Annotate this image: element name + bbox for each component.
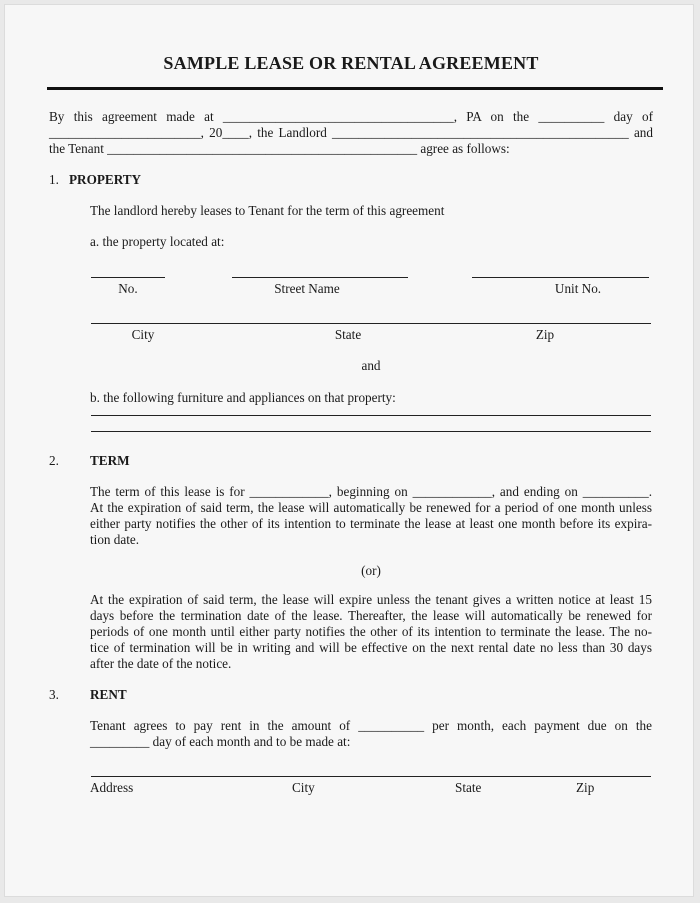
section-2-number: 2.	[49, 453, 59, 468]
intro-line-2: _______________________, 20____, the Landlord _____________________________________________ and	[49, 125, 653, 140]
rent-line-2: _________ day of each month and to be made at:	[90, 734, 351, 749]
intro-line-3: the Tenant _______________________________________________ agree as follows:	[49, 141, 510, 156]
term-paragraph-1-line-4: tion date.	[90, 532, 140, 547]
and-text: and	[361, 358, 381, 373]
term-paragraph-2-line-2: days before the termination date of the lease. Thereafter, the lease will automatically be renewed for	[90, 608, 652, 623]
rent-line-1: Tenant agrees to pay rent in the amount of __________ per month, each payment due on the	[90, 718, 652, 733]
term-paragraph-2-line-3: periods of one month until either party notifies the other of its intention to terminate the lease. The no-	[90, 624, 652, 639]
label-no: No.	[118, 281, 138, 296]
property-item-b: b. the following furniture and appliances on that property:	[90, 390, 396, 405]
term-paragraph-2-line-1: At the expiration of said term, the lease will expire unless the tenant gives a written notice at least 15	[90, 592, 652, 607]
street-name-blank	[232, 277, 408, 278]
furniture-blank-1	[91, 415, 651, 416]
property-lead-text: The landlord hereby leases to Tenant for the term of this agreement	[90, 203, 445, 218]
document-title: SAMPLE LEASE OR RENTAL AGREEMENT	[163, 53, 539, 73]
label-rent-state: State	[455, 780, 482, 795]
document-page	[4, 4, 694, 897]
city-state-zip-blank	[91, 323, 651, 324]
term-paragraph-1-line-2: At the expiration of said term, the lease will automatically be renewed for a period of one month unless	[90, 500, 652, 515]
label-address: Address	[90, 780, 134, 795]
intro-line-1: By this agreement made at ___________________________________, PA on the __________ day of	[49, 109, 653, 124]
house-number-blank	[91, 277, 165, 278]
term-paragraph-2-line-4: tice of termination will be in writing and will be effective on the next rental date no less than 30 days	[90, 640, 652, 655]
section-2-heading: TERM	[90, 453, 130, 468]
section-3-number: 3.	[49, 687, 59, 702]
label-state: State	[334, 327, 362, 342]
term-paragraph-1-line-1: The term of this lease is for ____________, beginning on ____________, and ending on __________.	[90, 484, 652, 499]
term-paragraph-2-line-5: after the date of the notice.	[90, 656, 232, 671]
property-item-a: a. the property located at:	[90, 234, 225, 249]
label-rent-zip: Zip	[576, 780, 595, 795]
unit-number-blank	[472, 277, 649, 278]
label-street-name: Street Name	[274, 281, 340, 296]
label-zip: Zip	[535, 327, 555, 342]
label-rent-city: City	[292, 780, 315, 795]
label-unit-no: Unit No.	[554, 281, 602, 296]
label-city: City	[131, 327, 155, 342]
or-text: (or)	[361, 563, 381, 578]
title-rule	[47, 87, 663, 90]
section-3-heading: RENT	[90, 687, 127, 702]
furniture-blank-2	[91, 431, 651, 432]
section-1-number: 1.	[49, 172, 59, 187]
payment-address-blank	[91, 776, 651, 777]
term-paragraph-1-line-3: either party notifies the other of its intention to terminate the lease at least one month before its expira-	[90, 516, 652, 531]
section-1-heading: PROPERTY	[69, 172, 142, 187]
